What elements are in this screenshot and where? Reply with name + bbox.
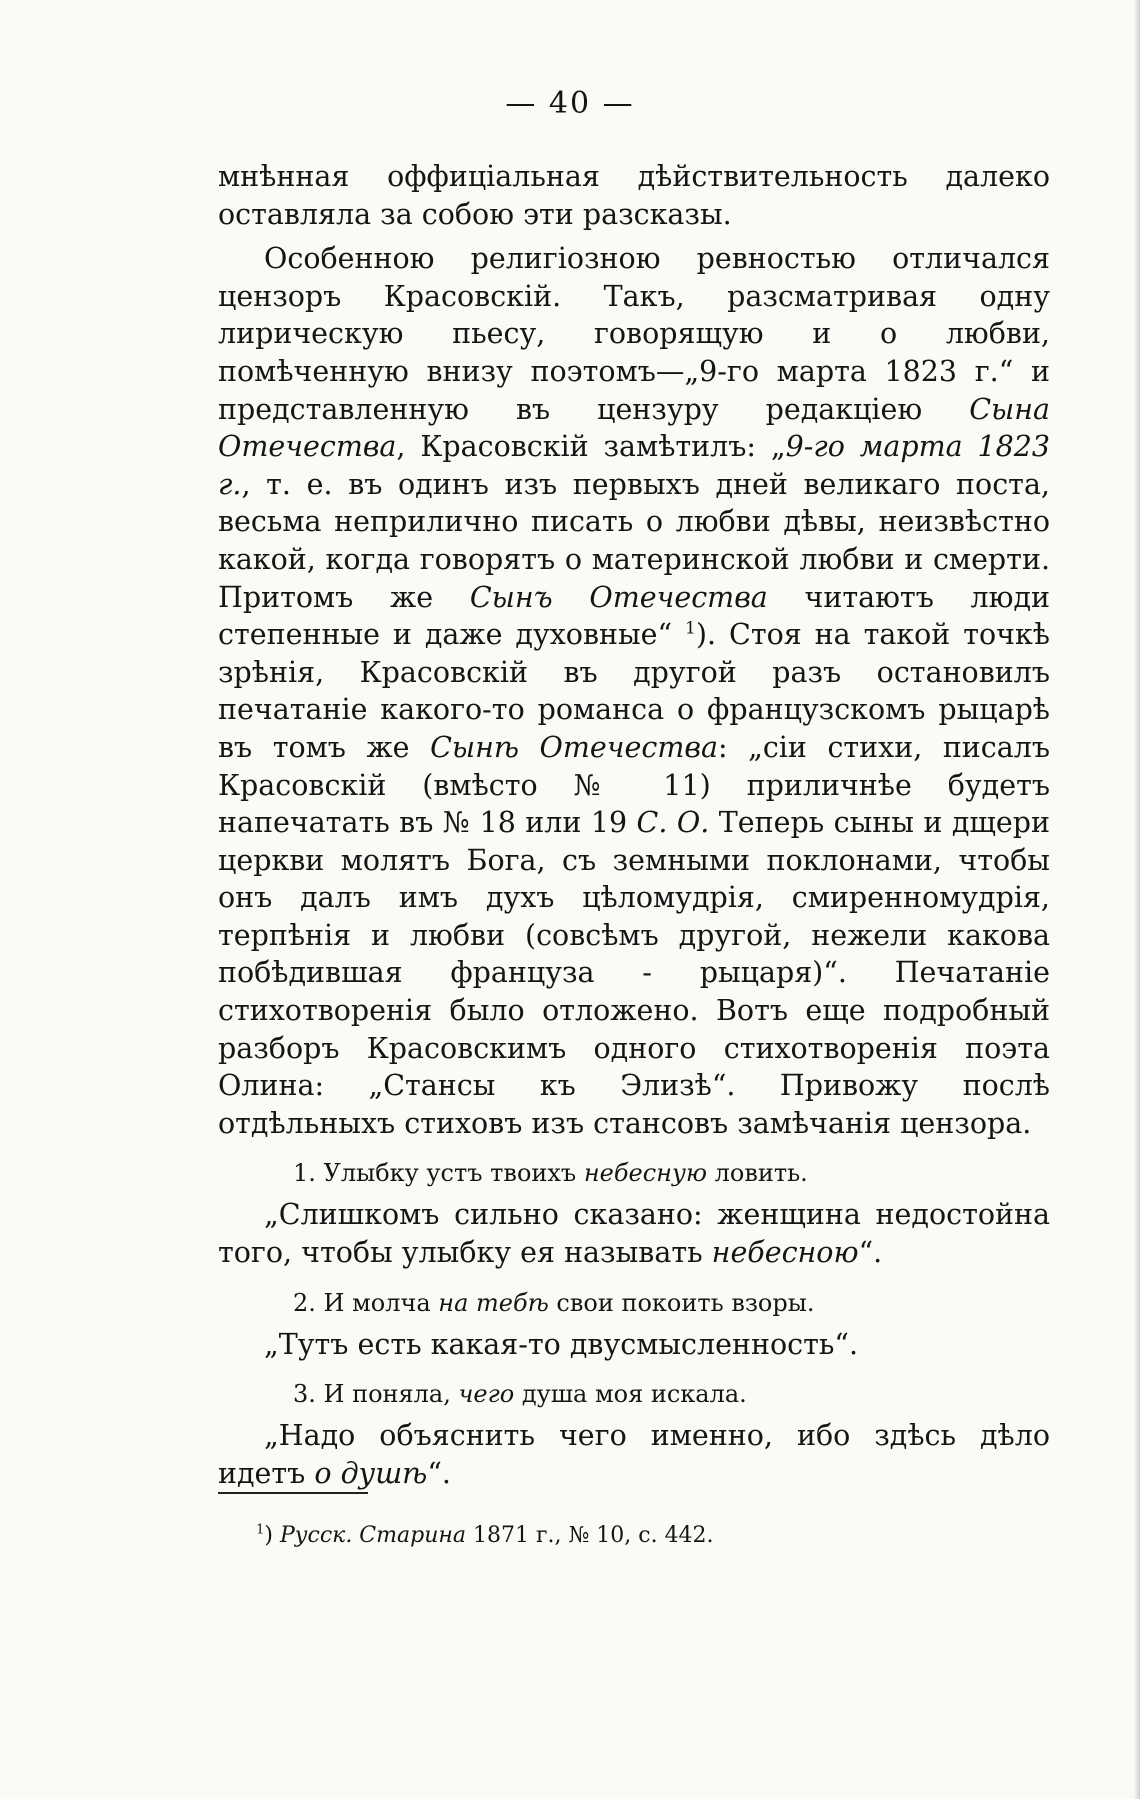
verse-text: ловить. bbox=[707, 1159, 808, 1188]
verse-text: 1. Улыбку устъ твоихъ bbox=[293, 1159, 584, 1188]
footnote-source: Русск. Старина bbox=[279, 1523, 466, 1548]
paragraph-text: мнѣнная оффиціальная дѣйствительность далеко оставляла за собою эти разсказы. bbox=[218, 160, 1050, 231]
verse-emphasis: небесную bbox=[583, 1159, 707, 1188]
paragraph-text: Теперь сыны и дщери церкви молятъ Бога, съ земными поклонами, чтобы онъ далъ имъ духъ цѣломудрія, смиренномудрія, терпѣнія и любви (совсѣмъ другой, нежели какова побѣдившая француза - рыцаря)“. Печатаніе стихотворенія было отложено. Вотъ еще подробный разборъ Красовскимъ одного стихотворенія поэта Олина: „Стансы къ Элизѣ“. Привожу послѣ отдѣльныхъ стиховъ изъ стансовъ замѣчанія цензора. bbox=[218, 806, 1050, 1140]
comment-text: „Тутъ есть какая-то двусмысленность“. bbox=[264, 1327, 859, 1361]
comment-text: „Слишкомъ сильно сказано: женщина недостойна того, чтобы улыбку ея называть bbox=[218, 1198, 1050, 1270]
quoted-date: 9-го марта 1823 г. bbox=[218, 430, 1050, 501]
paragraph-krasovsky bbox=[218, 240, 1050, 1142]
journal-title: Сына Отечества bbox=[218, 392, 1050, 464]
footnote-details: 1871 г., № 10, с. 442. bbox=[465, 1523, 714, 1548]
footnote bbox=[256, 1521, 714, 1551]
verse-line-3 bbox=[218, 1377, 1050, 1411]
footnote-paren: ) bbox=[264, 1523, 280, 1548]
footnote-reference: 1 bbox=[685, 618, 696, 639]
censor-comment-2 bbox=[218, 1326, 1050, 1364]
footnote-marker: 1 bbox=[256, 1522, 265, 1538]
verse-text: свои покоить взоры. bbox=[548, 1288, 815, 1317]
verse-text: 3. И поняла, bbox=[293, 1380, 459, 1409]
verse-text: 2. И молча bbox=[293, 1288, 439, 1317]
journal-title: Сынъ Отечества bbox=[469, 580, 768, 614]
verse-text: душа моя искала. bbox=[514, 1380, 747, 1409]
verse-emphasis: чего bbox=[458, 1380, 515, 1409]
verse-emphasis: на тебѣ bbox=[438, 1288, 549, 1317]
paragraph-text: читаютъ люди степенные и даже духовные“ bbox=[218, 580, 1051, 652]
paragraph-text: , т. е. въ одинъ изъ первыхъ дней великаго поста, весьма неприлично писать о любви дѣвы, неизвѣстно какой, когда говорятъ о материнской любви и смерти. Притомъ же bbox=[218, 467, 1050, 614]
comment-text: “. bbox=[858, 1236, 883, 1270]
footnote-divider bbox=[218, 1492, 368, 1494]
paragraph-text: Особенною религіозною ревностью отличался цензоръ Красовскій. Такъ, разсматривая одну лирическую пьесу, говорящую и о любви, помѣченную внизу поэтомъ—„9-го марта 1823 г.“ и представленную въ цензуру редакціею bbox=[218, 242, 1050, 426]
verse-line-2 bbox=[218, 1286, 1050, 1320]
comment-text: „Надо объяснить чего именно, ибо здѣсь дѣло идетъ bbox=[218, 1419, 1050, 1490]
paragraph-continuation bbox=[218, 158, 1050, 233]
journal-title: Сынѣ Отечества bbox=[430, 730, 718, 764]
journal-abbreviation: С. О. bbox=[636, 806, 710, 840]
comment-emphasis: о душѣ bbox=[314, 1456, 428, 1490]
main-text bbox=[218, 158, 1050, 1492]
paragraph-text: ). Стоя на такой точкѣ зрѣнія, Красовскій въ другой разъ остановилъ печатаніе какого-то романса о французскомъ рыцарѣ въ томъ же bbox=[218, 618, 1050, 764]
comment-text: “. bbox=[427, 1456, 451, 1490]
verse-line-1 bbox=[218, 1156, 1050, 1190]
comment-emphasis: небесною bbox=[711, 1236, 859, 1270]
page-number: — 40 — bbox=[505, 86, 635, 121]
paragraph-text: : „сіи стихи, писалъ Красовскій (вмѣсто № 11) приличнѣе будетъ напечатать въ № 18 или 19 bbox=[218, 730, 1050, 840]
page-edge-shadow bbox=[1134, 0, 1140, 1799]
paragraph-text: , Красовскій замѣтилъ: „ bbox=[396, 430, 786, 464]
censor-comment-1 bbox=[218, 1196, 1050, 1271]
censor-comment-3 bbox=[218, 1417, 1050, 1492]
